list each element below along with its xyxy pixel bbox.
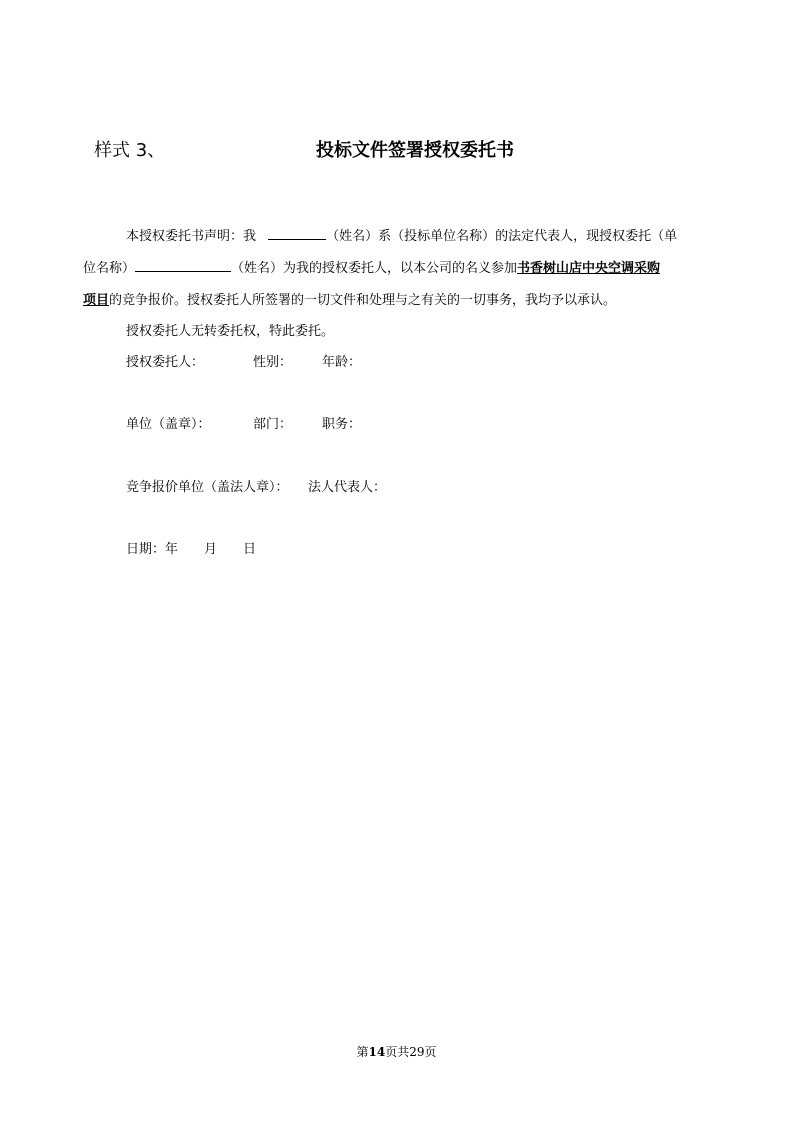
agent-label: 授权委托人： [126, 355, 205, 370]
page-prefix: 第 [356, 1045, 369, 1059]
paragraph-line-2 [83, 257, 660, 276]
paragraph-line-3 [83, 289, 616, 308]
scope-text: 的竞争报价。授权委托人所签署的一切文件和处理与之有关的一切事务，我均予以承认。 [109, 293, 617, 308]
page-suffix: 页 [424, 1045, 437, 1059]
declaration-text: 本授权委托书声明：我 [126, 229, 257, 244]
paragraph-line-4: 授权委托人无转委托权，特此委托。 [126, 324, 335, 339]
document-title: 投标文件签署授权委托书 [316, 140, 514, 161]
agent-name-blank [135, 258, 231, 272]
style-label: 样式 3、 [94, 140, 166, 161]
agent-text: （姓名）为我的授权委托人，以本公司的名义参加 [231, 261, 518, 276]
project-name: 书香树山店中央空调采购 [517, 261, 661, 276]
page-footer [0, 1043, 793, 1060]
bidder-unit-label: 竞争报价单位（盖法人章）： [126, 480, 289, 495]
gender-label: 性别： [253, 355, 293, 370]
date-label: 日期：年 月 日 [126, 542, 257, 557]
page-middle: 页共 [385, 1045, 410, 1059]
project-name-cont: 项目 [83, 293, 110, 308]
declaration-text-cont: （姓名）系（投标单位名称）的法定代表人，现授权委托（单 [326, 229, 678, 244]
legal-rep-label: 法人代表人： [308, 480, 387, 495]
unit-name-text: 位名称） [83, 261, 136, 276]
position-label: 职务： [322, 417, 362, 432]
page-total: 29 [409, 1045, 425, 1059]
page-current: 14 [368, 1045, 386, 1059]
unit-seal-label: 单位（盖章）： [126, 417, 211, 432]
age-label: 年龄： [322, 355, 362, 370]
name-blank [268, 226, 326, 240]
paragraph-line-1 [126, 225, 677, 244]
department-label: 部门： [253, 417, 293, 432]
